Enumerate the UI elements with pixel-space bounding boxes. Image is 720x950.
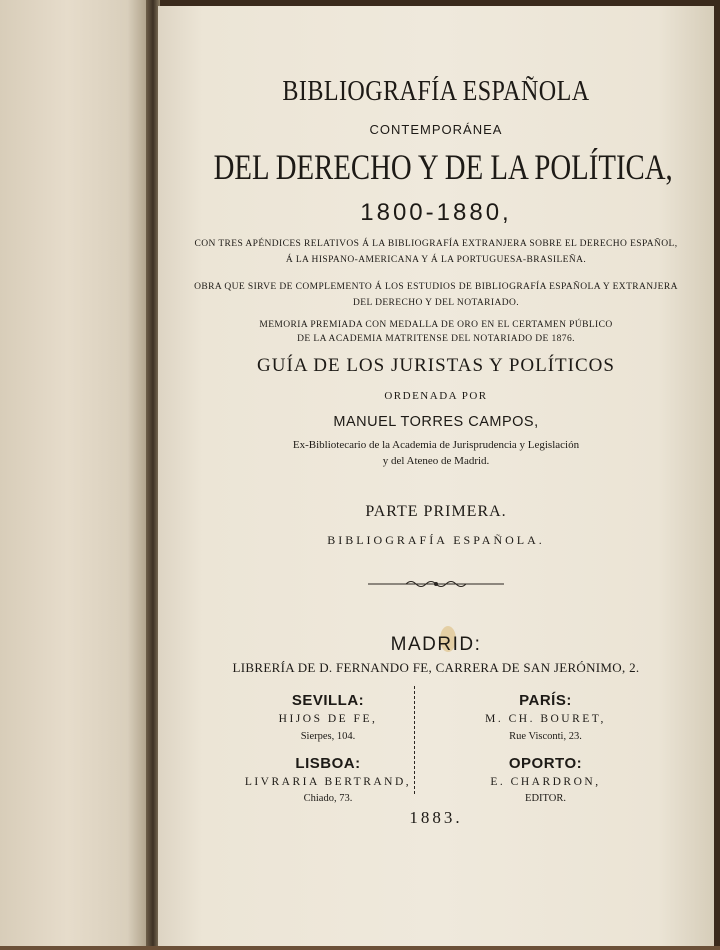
title-years: 1800-1880, — [360, 199, 512, 226]
title-line-1: BIBLIOGRAFÍA ESPAÑOLA — [282, 76, 590, 107]
part-title: BIBLIOGRAFÍA ESPAÑOLA. — [327, 533, 545, 547]
left-page — [0, 0, 150, 950]
table-edge — [0, 946, 720, 950]
author-role-1: Ex-Bibliotecario de la Academia de Jurisprudencia y Legislación — [292, 439, 580, 451]
award-line-2: DE LA ACADEMIA MATRITENSE DEL NOTARIADO DE 1876. — [297, 334, 575, 344]
author-name: MANUEL TORRES CAMPOS, — [333, 414, 539, 430]
branch-name: M. CH. BOURET, — [485, 713, 606, 725]
title-line-2: CONTEMPORÁNEA — [369, 122, 503, 137]
branch-address: Chiado, 73. — [303, 793, 353, 804]
branch-address: Rue Visconti, 23. — [509, 731, 582, 742]
appendix-line-2: Á LA HISPANO-AMERICANA Y Á LA PORTUGUESA-BRASILEÑA. — [285, 255, 587, 265]
branch-name: HIJOS DE FE, — [278, 713, 378, 725]
branch-name: E. CHARDRON, — [490, 776, 601, 788]
branch-city: OPORTO: — [508, 755, 583, 772]
part-label: PARTE PRIMERA. — [365, 503, 507, 520]
complement-line-2: DEL DERECHO Y DEL NOTARIADO. — [352, 298, 520, 308]
title-page — [158, 6, 714, 946]
publication-year: 1883. — [409, 808, 463, 827]
ordered-by: ORDENADA POR — [384, 390, 488, 402]
branch-city: LISBOA: — [295, 755, 361, 772]
branch-address: EDITOR. — [525, 793, 566, 804]
award-line-1: MEMORIA PREMIADA CON MEDALLA DE ORO EN EL CERTAMEN PÚBLICO — [259, 320, 613, 330]
ornament-divider-icon — [366, 578, 506, 590]
branch-city: SEVILLA: — [291, 692, 365, 709]
subtitle: GUÍA DE LOS JURISTAS Y POLÍTICOS — [257, 355, 615, 376]
imprint-city: MADRID: — [390, 634, 482, 655]
title-line-3: DEL DERECHO Y DE LA POLÍTICA, — [213, 147, 673, 187]
author-role-2: y del Ateneo de Madrid. — [382, 455, 490, 467]
branch-name: LIVRARIA BERTRAND, — [244, 776, 412, 788]
imprint-publisher: LIBRERÍA DE D. FERNANDO FE, CARRERA DE SAN JERÓNIMO, 2. — [232, 660, 640, 675]
complement-line-1: OBRA QUE SIRVE DE COMPLEMENTO Á LOS ESTUDIOS DE BIBLIOGRAFÍA ESPAÑOLA Y EXTRANJERA — [194, 282, 678, 292]
branch-address: Sierpes, 104. — [300, 731, 356, 742]
branch-city: PARÍS: — [519, 692, 572, 709]
appendix-line-1: CON TRES APÉNDICES RELATIVOS Á LA BIBLIOGRAFÍA EXTRANJERA SOBRE EL DERECHO ESPAÑOL, — [194, 239, 678, 249]
